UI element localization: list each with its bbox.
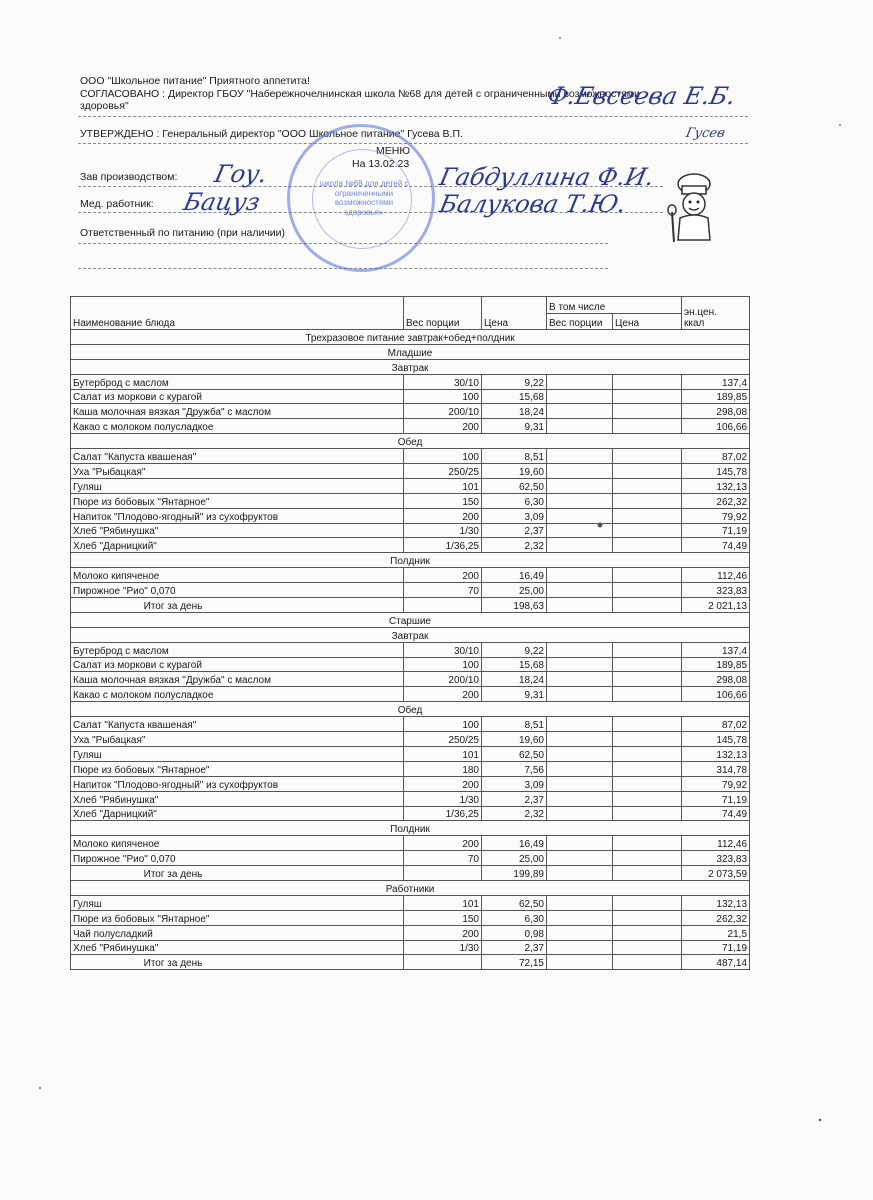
dish-name: Напиток "Плодово-ягодный" из сухофруктов [71,776,404,791]
portion-weight: 100 [404,389,482,404]
energy-kcal: 298,08 [682,672,750,687]
price: 9,31 [482,687,547,702]
dish-name: Какао с молоком полусладкое [71,419,404,434]
dish-name: Хлеб "Рябинушка" [71,523,404,538]
col-header-energy-line2: ккал [684,318,705,329]
price: 16,49 [482,568,547,583]
dish-name: Итог за день [71,866,404,881]
energy-kcal: 79,92 [682,508,750,523]
energy-kcal: 132,13 [682,895,750,910]
prod-label: Зав производством: [80,171,178,183]
energy-kcal: 145,78 [682,464,750,479]
energy-kcal: 323,83 [682,583,750,598]
price: 198,63 [482,598,547,613]
price: 62,50 [482,478,547,493]
portion-weight: 200 [404,836,482,851]
portion-weight: 200 [404,687,482,702]
price: 6,30 [482,493,547,508]
energy-kcal: 87,02 [682,717,750,732]
stamp-line: возможностями [334,198,394,207]
menu-date: На 13.02.23 [352,158,410,170]
col-header-energy-line1: эн.цен. [684,307,717,318]
price: 7,56 [482,761,547,776]
price: 8,51 [482,449,547,464]
price: 0,98 [482,925,547,940]
price: 62,50 [482,895,547,910]
dish-name: Салат из моркови с курагой [71,657,404,672]
dish-name: Салат из моркови с курагой [71,389,404,404]
energy-kcal: 71,19 [682,523,750,538]
dish-name: Напиток "Плодово-ягодный" из сухофруктов [71,508,404,523]
energy-kcal: 21,5 [682,925,750,940]
dish-name: Чай полусладкий [71,925,404,940]
dish-name: Хлеб "Рябинушка" [71,940,404,955]
approved-signature: Гусев [684,126,727,141]
price: 19,60 [482,732,547,747]
prod-signature: Габдуллина Ф.И. [437,163,657,191]
dish-name: Гуляш [71,478,404,493]
price: 25,00 [482,583,547,598]
portion-weight: 200 [404,508,482,523]
energy-kcal: 106,66 [682,687,750,702]
energy-kcal: 87,02 [682,449,750,464]
portion-weight: 1/30 [404,523,482,538]
energy-kcal: 262,32 [682,910,750,925]
dish-name: Бутерброд с маслом [71,374,404,389]
price: 199,89 [482,866,547,881]
portion-weight: 70 [404,851,482,866]
portion-weight: 180 [404,761,482,776]
director-signature: Ф.Евсеева Е.Б. [545,82,739,110]
price: 15,68 [482,389,547,404]
price: 18,24 [482,672,547,687]
stamp-line: ограниченными [334,188,394,198]
energy-kcal: 112,46 [682,836,750,851]
dish-name: Пюре из бобовых "Янтарное" [71,493,404,508]
portion-weight: 30/10 [404,374,482,389]
energy-kcal: 137,4 [682,642,750,657]
resp-label: Ответственный по питанию (при наличии) [80,227,286,239]
portion-weight: 200 [404,776,482,791]
agreed-line-2: здоровья" [80,100,129,112]
portion-weight: 1/30 [404,940,482,955]
energy-kcal: 74,49 [682,806,750,821]
energy-kcal: 298,08 [682,404,750,419]
col-header-incl-weight: Вес порции [547,313,613,330]
col-header-name: Наименование блюда [71,297,404,330]
company-line: ООО "Школьное питание" Приятного аппетита! [80,75,310,87]
portion-weight: 100 [404,657,482,672]
approved-line: УТВЕРЖДЕНО : Генеральный директор "ООО Школьное питание" Гусева В.П. [80,128,463,140]
section-label: Младшие [71,344,750,359]
dish-name: Хлеб "Рябинушка" [71,791,404,806]
col-header-incl: В том числе [547,297,682,314]
energy-kcal: 487,14 [682,955,750,970]
energy-kcal: 145,78 [682,732,750,747]
portion-weight: 200/10 [404,404,482,419]
price: 25,00 [482,851,547,866]
portion-weight: 200 [404,419,482,434]
stamp-line: здоровья» [344,207,384,217]
energy-kcal: 132,13 [682,746,750,761]
dish-name: Салат "Капуста квашеная" [71,449,404,464]
menu-title: МЕНЮ [376,145,410,157]
price: 16,49 [482,836,547,851]
portion-weight: 101 [404,746,482,761]
dish-name: Каша молочная вязкая "Дружба" с маслом [71,672,404,687]
energy-kcal: 71,19 [682,940,750,955]
prod-short-signature: Гоу. [212,160,270,188]
portion-weight: 100 [404,717,482,732]
price: 2,32 [482,538,547,553]
price: 2,37 [482,940,547,955]
energy-kcal: 74,49 [682,538,750,553]
energy-kcal: 137,4 [682,374,750,389]
energy-kcal: 132,13 [682,478,750,493]
med-label: Мед. работник: [80,198,154,210]
energy-kcal: 2 021,13 [682,598,750,613]
portion-weight: 150 [404,493,482,508]
energy-kcal: 106,66 [682,419,750,434]
portion-weight: 101 [404,478,482,493]
portion-weight: 200 [404,568,482,583]
dish-name: Молоко кипяченое [71,568,404,583]
portion-weight: 150 [404,910,482,925]
portion-weight: 200 [404,925,482,940]
price: 15,68 [482,657,547,672]
energy-kcal: 71,19 [682,791,750,806]
price: 8,51 [482,717,547,732]
section-label: Старшие [71,612,750,627]
col-header-weight: Вес порции [404,297,482,330]
portion-weight: 1/36,25 [404,806,482,821]
portion-weight: 1/30 [404,791,482,806]
energy-kcal: 189,85 [682,389,750,404]
price: 9,22 [482,374,547,389]
price: 2,32 [482,806,547,821]
energy-kcal: 323,83 [682,851,750,866]
dish-name: Пирожное "Рио" 0,070 [71,583,404,598]
portion-weight: 70 [404,583,482,598]
section-label: Трехразовое питание завтрак+обед+полдник [71,330,750,345]
energy-kcal: 112,46 [682,568,750,583]
price: 19,60 [482,464,547,479]
col-header-price: Цена [482,297,547,330]
section-label: Работники [71,880,750,895]
dish-name: Молоко кипяченое [71,836,404,851]
energy-kcal: 262,32 [682,493,750,508]
price: 3,09 [482,508,547,523]
dish-name: Гуляш [71,895,404,910]
dish-name: Гуляш [71,746,404,761]
price: 9,22 [482,642,547,657]
dish-name: Какао с молоком полусладкое [71,687,404,702]
section-label: Завтрак [71,359,750,374]
dish-name: Уха "Рыбацкая" [71,732,404,747]
energy-kcal: 79,92 [682,776,750,791]
price: 2,37 [482,523,547,538]
agreed-line: СОГЛАСОВАНО : Директор ГБОУ "Набережночелнинская школа №68 для детей с ограниченными возможностями [80,88,640,100]
col-header-incl-price: Цена [613,313,682,330]
dish-name: Бутерброд с маслом [71,642,404,657]
portion-weight: 250/25 [404,464,482,479]
section-label: Обед [71,702,750,717]
portion-weight: 30/10 [404,642,482,657]
price: 62,50 [482,746,547,761]
dish-name: Итог за день [71,955,404,970]
portion-weight: 1/36,25 [404,538,482,553]
dish-name: Хлеб "Дарницкий" [71,806,404,821]
portion-weight: 250/25 [404,732,482,747]
med-short-signature: Бацуз [181,188,263,216]
med-signature: Балукова Т.Ю. [437,190,629,218]
portion-weight: 200/10 [404,672,482,687]
price: 2,37 [482,791,547,806]
dish-name: Пирожное "Рио" 0,070 [71,851,404,866]
portion-weight: 101 [404,895,482,910]
dish-name: Уха "Рыбацкая" [71,464,404,479]
dish-name: Пюре из бобовых "Янтарное" [71,761,404,776]
energy-kcal: 189,85 [682,657,750,672]
dish-name: Каша молочная вязкая "Дружба" с маслом [71,404,404,419]
price: 6,30 [482,910,547,925]
dish-name: Итог за день [71,598,404,613]
section-label: Полдник [71,821,750,836]
dish-name: Хлеб "Дарницкий" [71,538,404,553]
stamp-line: школа №68 для детей с [319,179,409,188]
energy-kcal: 2 073,59 [682,866,750,881]
section-label: Завтрак [71,627,750,642]
energy-kcal: 314,78 [682,761,750,776]
portion-weight: 100 [404,449,482,464]
dish-name: Салат "Капуста квашеная" [71,717,404,732]
price: 72,15 [482,955,547,970]
section-label: Обед [71,434,750,449]
price: 18,24 [482,404,547,419]
price: 9,31 [482,419,547,434]
section-label: Полдник [71,553,750,568]
price: 3,09 [482,776,547,791]
dish-name: Пюре из бобовых "Янтарное" [71,910,404,925]
